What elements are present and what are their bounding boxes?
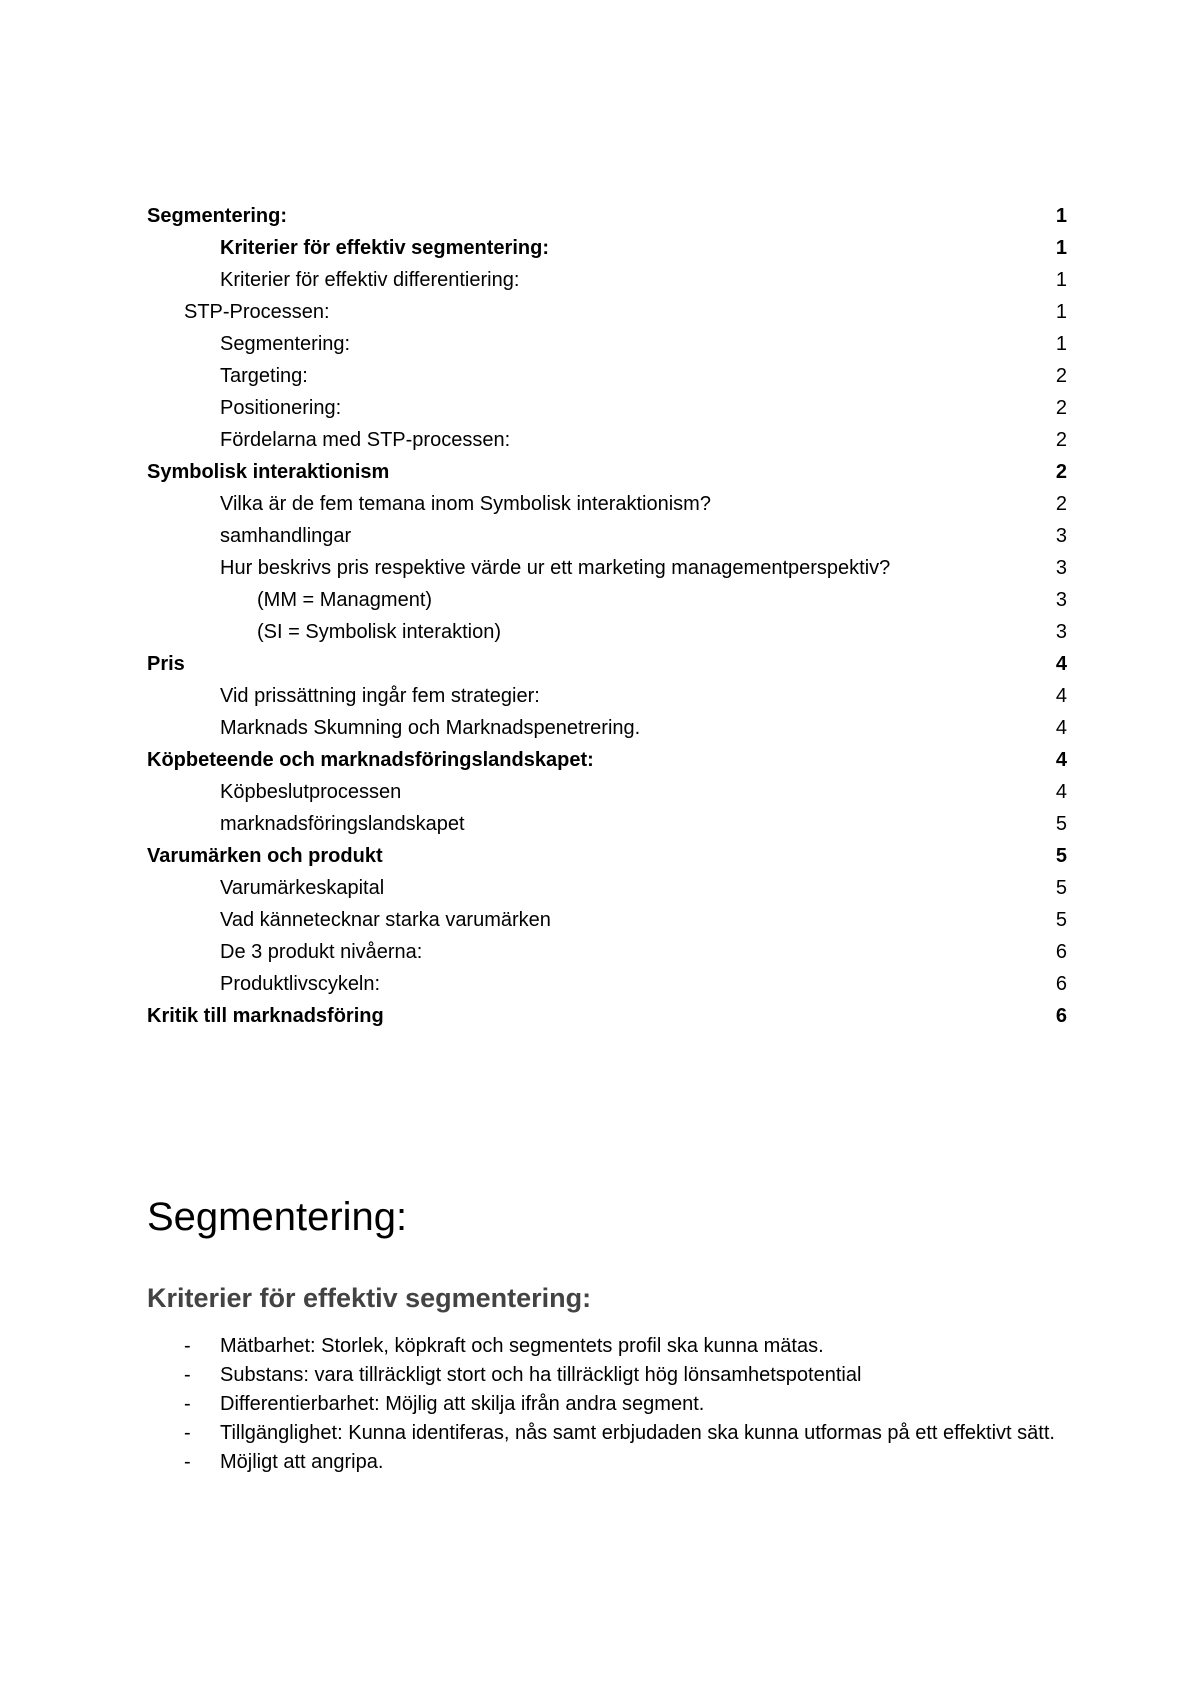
toc-entry[interactable] [147, 424, 1067, 456]
toc-entry-title: Hur beskrivs pris respektive värde ur ett marketing managementperspektiv? [220, 557, 891, 579]
toc-entry[interactable] [147, 552, 1067, 584]
toc-entry[interactable] [147, 264, 1067, 296]
toc-entry-page: 2 [1055, 461, 1067, 483]
toc-entry-title: samhandlingar [220, 525, 352, 547]
list-item [147, 1332, 1067, 1361]
toc-entry[interactable] [147, 488, 1067, 520]
list-item-text: Mätbarhet: Storlek, köpkraft och segmentets profil ska kunna mätas. [220, 1335, 824, 1357]
toc-entry[interactable] [147, 648, 1067, 680]
toc-entry[interactable] [147, 968, 1067, 1000]
toc-entry-title: Kritik till marknadsföring [147, 1005, 384, 1027]
toc-entry-title: Vid prissättning ingår fem strategier: [220, 685, 540, 707]
table-of-contents [147, 200, 1067, 1032]
toc-entry[interactable] [147, 904, 1067, 936]
toc-entry[interactable] [147, 392, 1067, 424]
toc-entry-title: (SI = Symbolisk interaktion) [257, 621, 501, 643]
toc-entry-title: Kriterier för effektiv differentiering: [220, 269, 520, 291]
toc-entry-title: STP-Processen: [184, 301, 330, 323]
toc-entry-page: 2 [1055, 493, 1067, 515]
bullet-marker: - [184, 1393, 191, 1415]
toc-entry[interactable] [147, 680, 1067, 712]
toc-entry-page: 2 [1055, 365, 1067, 387]
toc-entry-title: Produktlivscykeln: [220, 973, 381, 995]
toc-entry[interactable] [147, 936, 1067, 968]
toc-entry-title: Segmentering: [220, 333, 351, 355]
toc-entry-title: Vad kännetecknar starka varumärken [220, 909, 551, 931]
toc-entry-title: Köpbeteende och marknadsföringslandskapet: [147, 749, 594, 771]
toc-entry-page: 3 [1055, 621, 1067, 643]
toc-entry-title: Kriterier för effektiv segmentering: [220, 237, 549, 259]
toc-entry-page: 4 [1055, 749, 1067, 771]
toc-entry-page: 4 [1055, 653, 1067, 675]
toc-entry-title: Köpbeslutprocessen [220, 781, 402, 803]
toc-entry-page: 3 [1055, 525, 1067, 547]
list-item [147, 1448, 1067, 1477]
toc-entry-title: Vilka är de fem temana inom Symbolisk interaktionism? [220, 493, 711, 515]
toc-entry-page: 5 [1055, 877, 1067, 899]
list-item-text: Differentierbarhet: Möjlig att skilja ifrån andra segment. [220, 1393, 705, 1415]
toc-entry-title: Varumärken och produkt [147, 845, 383, 867]
toc-entry[interactable] [147, 232, 1067, 264]
toc-entry[interactable] [147, 744, 1067, 776]
toc-entry[interactable] [147, 1000, 1067, 1032]
toc-entry-page: 4 [1055, 781, 1067, 803]
toc-entry-page: 5 [1055, 845, 1067, 867]
toc-entry-title: Marknads Skumning och Marknadspenetrering. [220, 717, 641, 739]
toc-entry[interactable] [147, 616, 1067, 648]
section-heading: Segmentering: [147, 1195, 408, 1239]
toc-entry[interactable] [147, 456, 1067, 488]
toc-entry-page: 3 [1055, 589, 1067, 611]
toc-entry-title: Varumärkeskapital [220, 877, 385, 899]
section-subheading: Kriterier för effektiv segmentering: [147, 1283, 592, 1313]
toc-entry[interactable] [147, 328, 1067, 360]
toc-entry-page: 1 [1055, 205, 1067, 227]
toc-entry-page: 1 [1055, 301, 1067, 323]
bullet-marker: - [184, 1422, 191, 1444]
toc-entry-title: De 3 produkt nivåerna: [220, 941, 423, 963]
criteria-list [147, 1332, 1067, 1477]
toc-entry-page: 2 [1055, 397, 1067, 419]
toc-entry[interactable] [147, 584, 1067, 616]
toc-entry-page: 3 [1055, 557, 1067, 579]
toc-entry-page: 5 [1055, 909, 1067, 931]
toc-entry[interactable] [147, 296, 1067, 328]
toc-entry-title: Segmentering: [147, 205, 288, 227]
toc-entry[interactable] [147, 840, 1067, 872]
toc-entry-page: 5 [1055, 813, 1067, 835]
list-item [147, 1390, 1067, 1419]
toc-entry-title: Positionering: [220, 397, 342, 419]
toc-entry[interactable] [147, 200, 1067, 232]
toc-entry[interactable] [147, 360, 1067, 392]
toc-entry-page: 4 [1055, 717, 1067, 739]
toc-entry[interactable] [147, 712, 1067, 744]
list-item-text: Möjligt att angripa. [220, 1451, 384, 1473]
toc-entry-page: 6 [1055, 941, 1067, 963]
toc-entry-title: Targeting: [220, 365, 308, 387]
toc-entry-page: 1 [1055, 237, 1067, 259]
toc-entry-page: 2 [1055, 429, 1067, 451]
toc-entry-page: 4 [1055, 685, 1067, 707]
list-item [147, 1419, 1067, 1448]
toc-entry-title: Symbolisk interaktionism [147, 461, 390, 483]
list-item-text: Substans: vara tillräckligt stort och ha tillräckligt hög lönsamhetspotential [220, 1364, 862, 1386]
toc-entry-title: marknadsföringslandskapet [220, 813, 465, 835]
toc-entry-title: (MM = Managment) [257, 589, 433, 611]
toc-entry[interactable] [147, 776, 1067, 808]
toc-entry-page: 6 [1055, 973, 1067, 995]
toc-entry-page: 1 [1055, 333, 1067, 355]
bullet-marker: - [184, 1335, 191, 1357]
list-item [147, 1361, 1067, 1390]
toc-entry[interactable] [147, 808, 1067, 840]
bullet-marker: - [184, 1451, 191, 1473]
toc-entry-page: 1 [1055, 269, 1067, 291]
list-item-text: Tillgänglighet: Kunna identiferas, nås samt erbjudaden ska kunna utformas på ett effektivt sätt. [220, 1422, 1055, 1444]
bullet-marker: - [184, 1364, 191, 1386]
toc-entry[interactable] [147, 520, 1067, 552]
toc-entry-title: Fördelarna med STP-processen: [220, 429, 511, 451]
toc-entry-title: Pris [147, 653, 185, 675]
toc-entry-page: 6 [1055, 1005, 1067, 1027]
toc-entry[interactable] [147, 872, 1067, 904]
